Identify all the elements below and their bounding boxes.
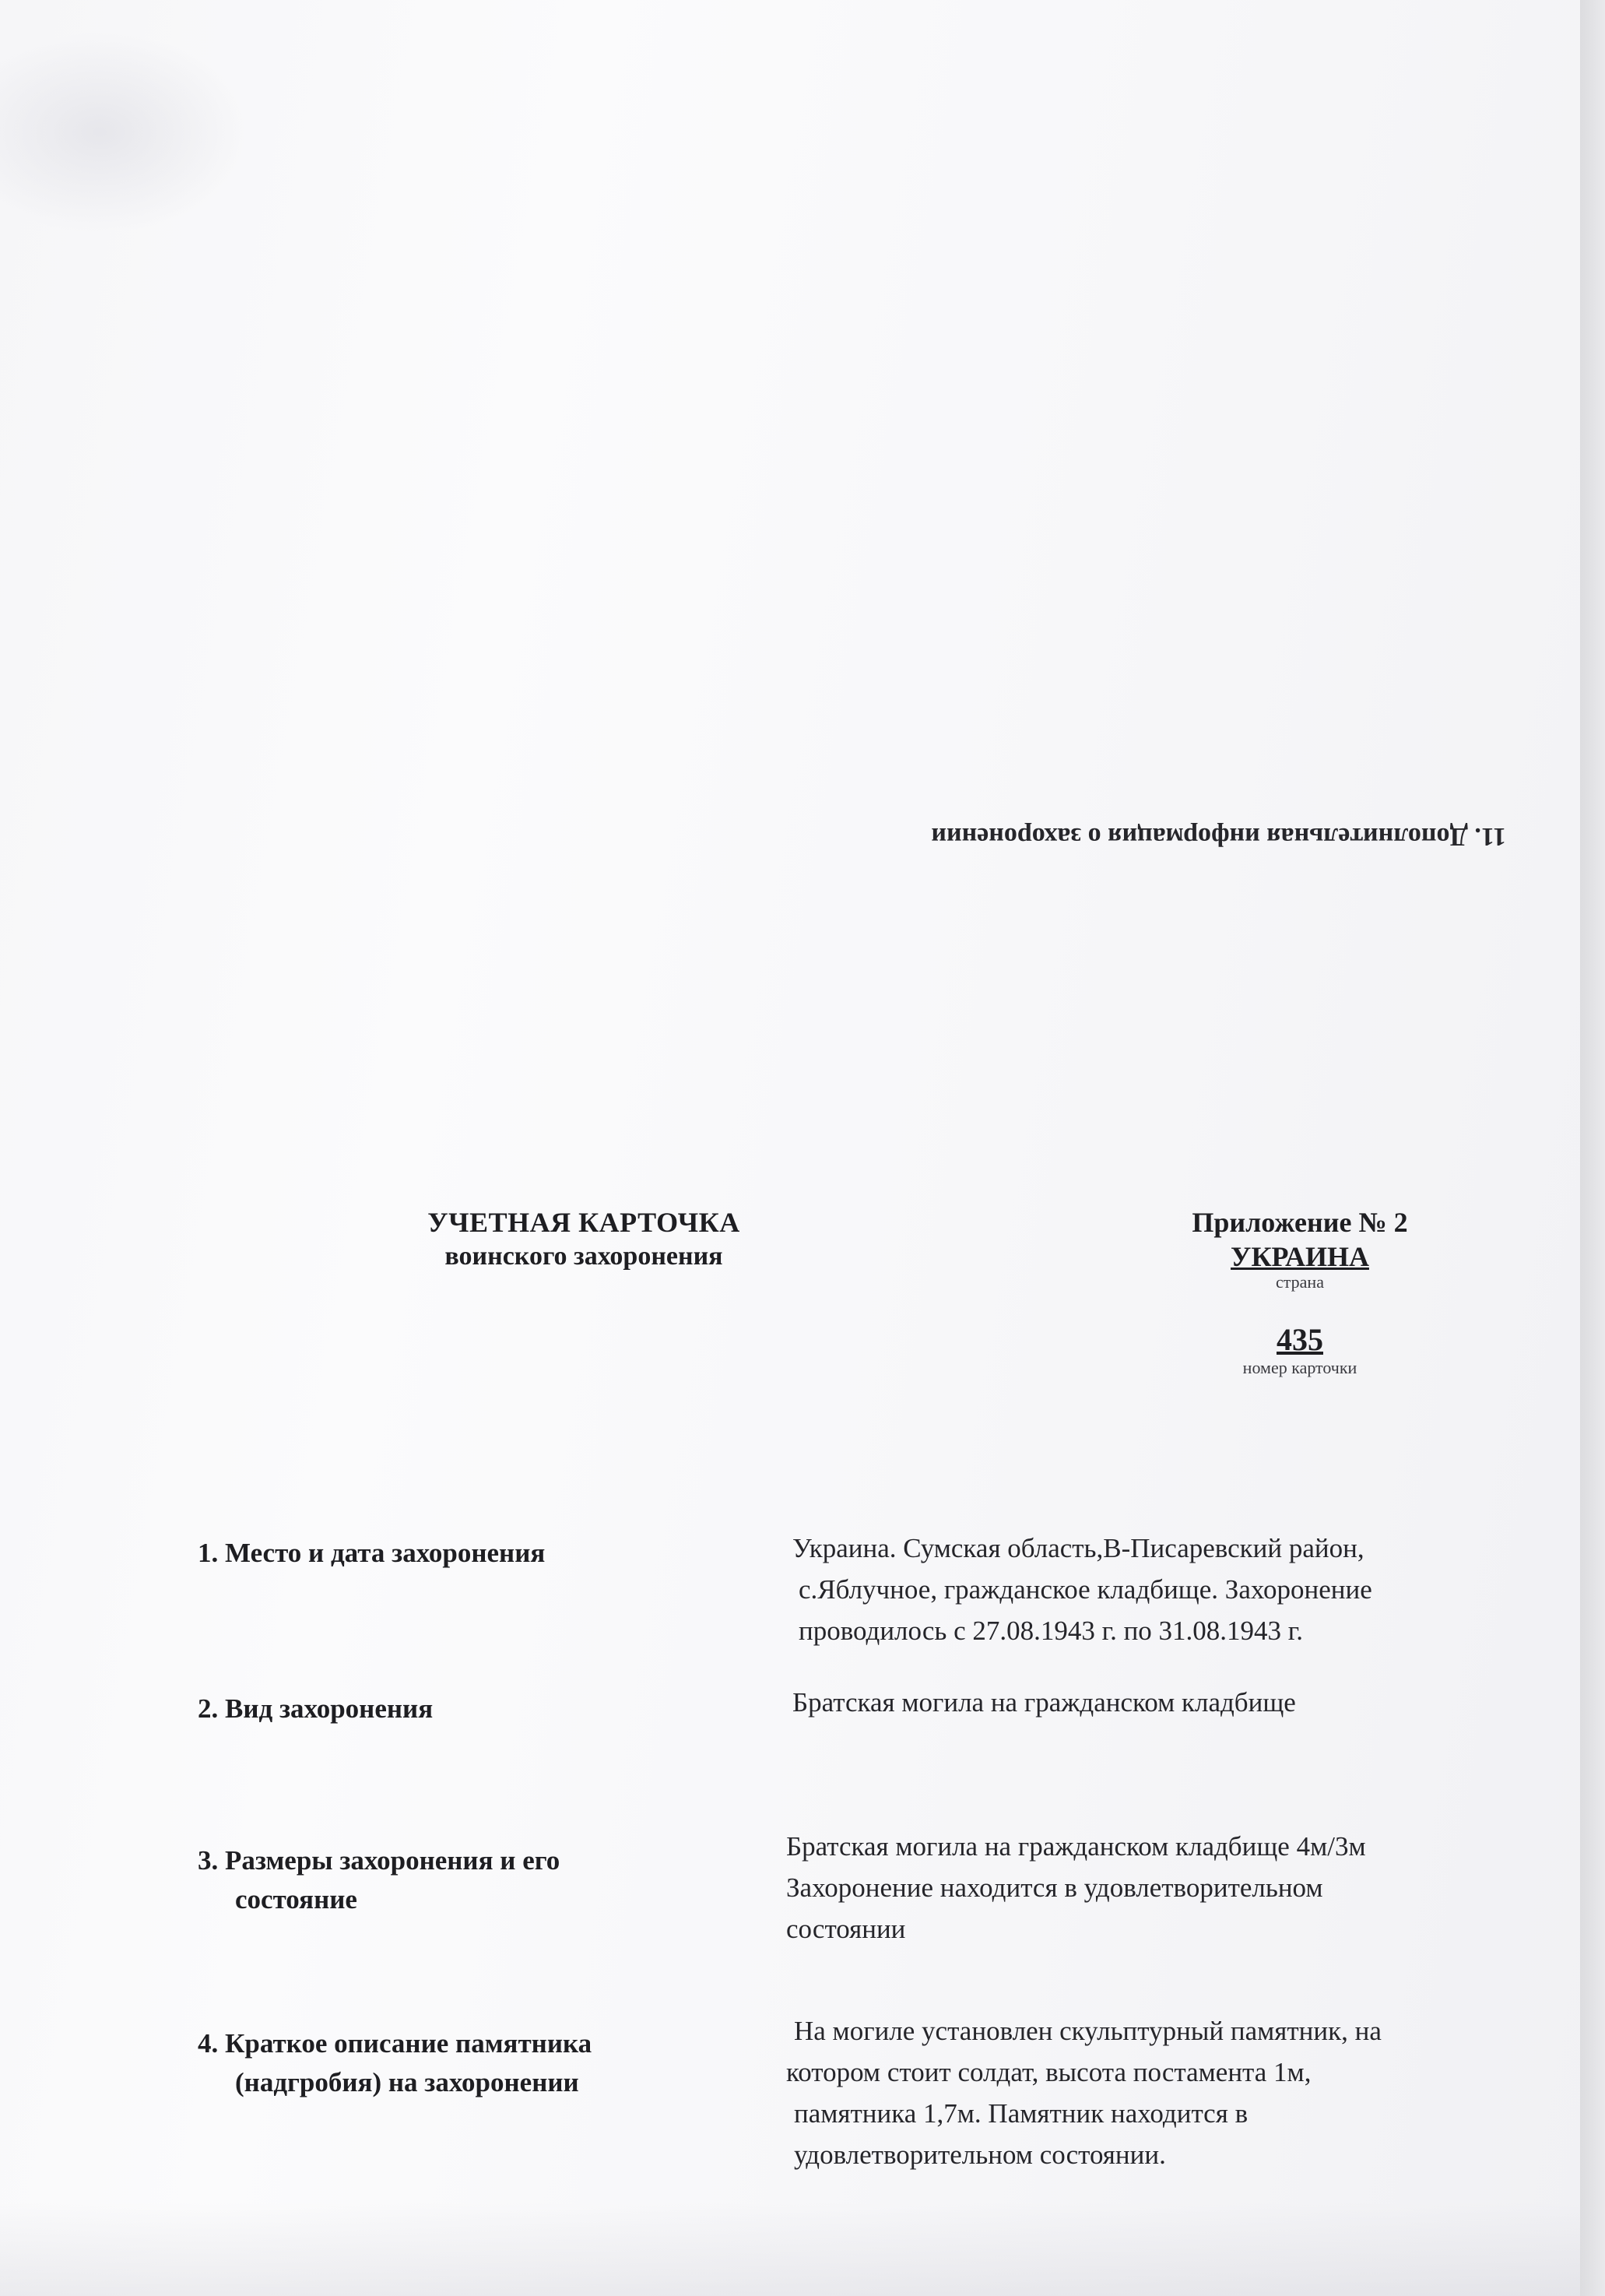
field-1-value-line: Украина. Сумская область,В-Писаревский район, xyxy=(792,1533,1364,1563)
field-3-value-line: Захоронение находится в удовлетворительном xyxy=(786,1872,1323,1903)
country-caption: страна xyxy=(1276,1272,1324,1292)
field-4-value-line: памятника 1,7м. Памятник находится в xyxy=(794,2098,1249,2129)
card-title: УЧЕТНАЯ КАРТОЧКА xyxy=(427,1207,740,1238)
card-subtitle: воинского захоронения xyxy=(444,1242,723,1271)
field-4-value xyxy=(786,2010,1502,2175)
field-1-label-line: 1. Место и дата захоронения xyxy=(198,1538,546,1568)
field-4-label-line: 4. Краткое описание памятника xyxy=(198,2028,592,2059)
card-number: 435 xyxy=(1277,1322,1323,1357)
field-3-value-line: состоянии xyxy=(786,1914,906,1944)
field-2-label-line: 2. Вид захоронения xyxy=(198,1693,434,1724)
field-4-value-line: котором стоит солдат, высота постамента 1м, xyxy=(786,2057,1312,2087)
paper-bottom-shade xyxy=(0,2203,1580,2296)
field-2-label xyxy=(198,1689,727,1728)
card-title-block xyxy=(342,1205,825,1274)
field-3-value xyxy=(786,1826,1502,1950)
field-1-label xyxy=(198,1534,727,1573)
field-1-value-line: проводилось с 27.08.1943 г. по 31.08.1943 г. xyxy=(799,1616,1303,1646)
paper-fold-shadow xyxy=(0,31,249,234)
country-value: УКРАИНА xyxy=(1231,1241,1369,1272)
field-1-value-line: с.Яблучное, гражданское кладбище. Захоронение xyxy=(799,1574,1372,1605)
field-2-value xyxy=(792,1682,1508,1723)
field-3-label xyxy=(198,1841,727,1919)
field-3-label-line: состояние xyxy=(235,1884,357,1915)
appendix-block xyxy=(1121,1205,1479,1378)
card-number-caption: номер карточки xyxy=(1242,1358,1357,1377)
field-4-value-line: удовлетворительном состоянии. xyxy=(794,2140,1166,2170)
paper-edge xyxy=(1580,0,1605,2296)
upside-down-note: 11. Дополнительная информация о захоронении xyxy=(931,822,1506,851)
field-4-label-line: (надгробия) на захоронении xyxy=(235,2067,579,2097)
field-1-value xyxy=(792,1528,1508,1651)
appendix-label: Приложение № 2 xyxy=(1192,1207,1408,1238)
field-4-value-line: На могиле установлен скульптурный памятник, на xyxy=(794,2016,1382,2046)
field-3-label-line: 3. Размеры захоронения и его xyxy=(198,1845,560,1876)
field-3-value-line: Братская могила на гражданском кладбище 4м/3м xyxy=(786,1831,1366,1862)
field-4-label xyxy=(198,2024,727,2102)
field-2-value-line: Братская могила на гражданском кладбище xyxy=(792,1687,1296,1718)
